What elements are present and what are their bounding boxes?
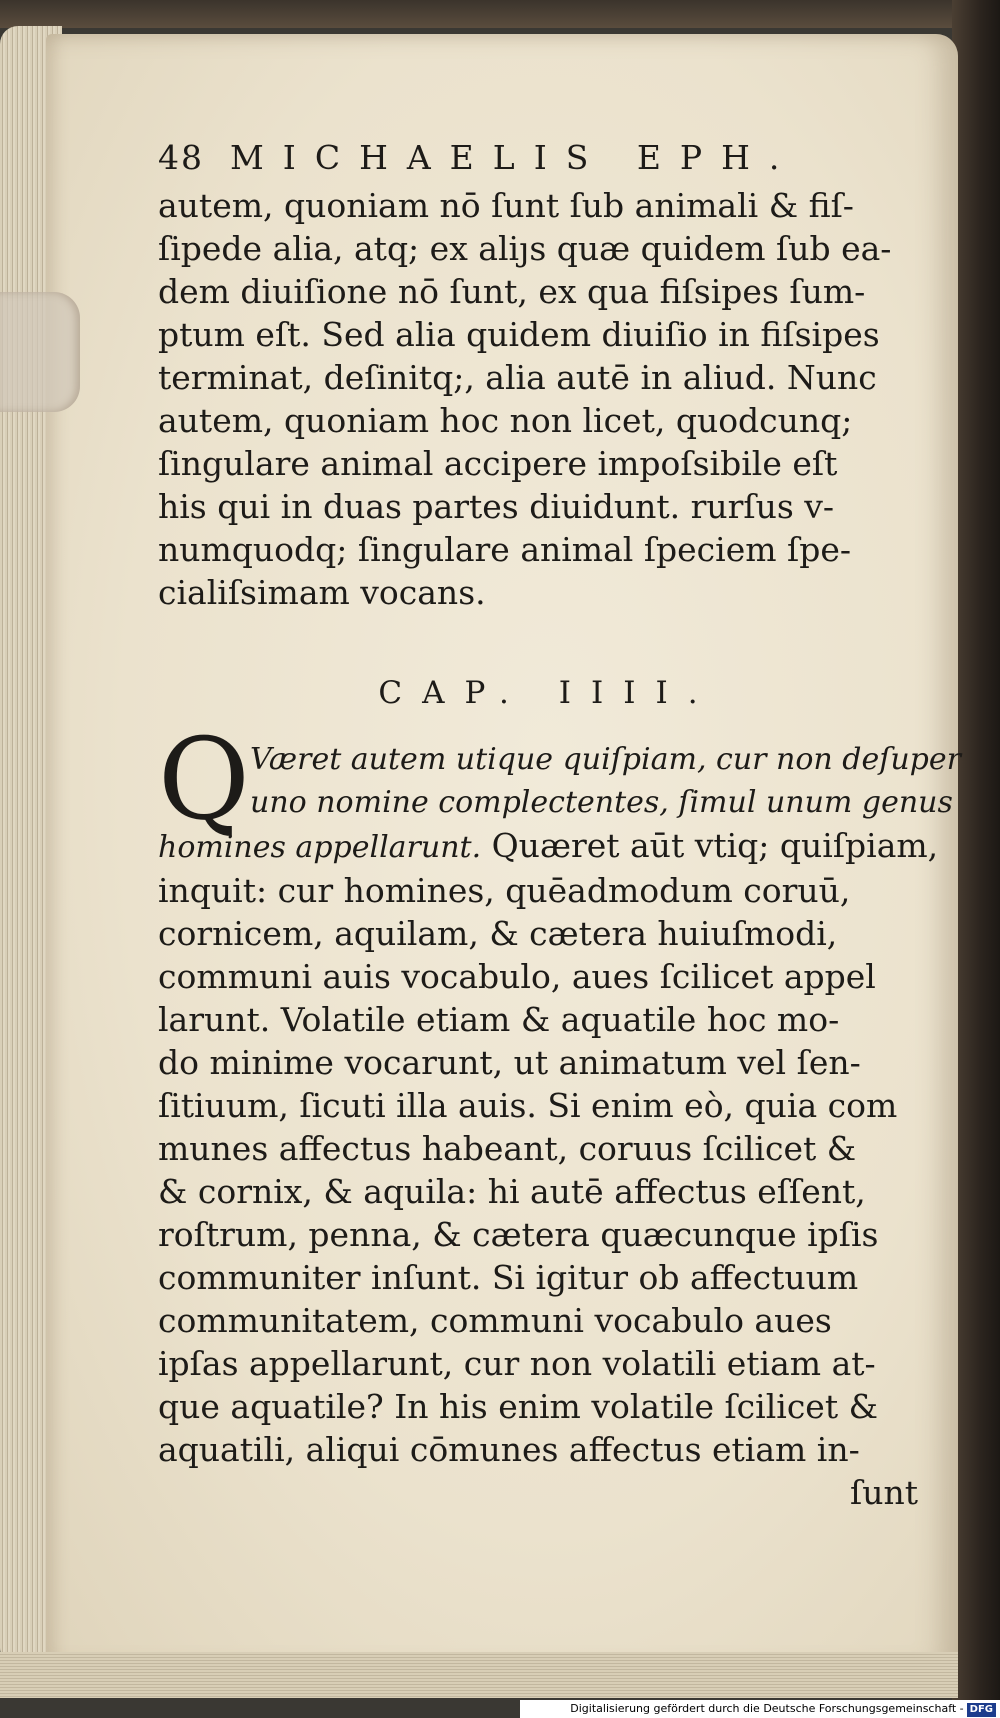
text-line: ſingulare animal accipere impoſsibile eſt [158, 444, 838, 483]
roman-phrase: Quæret aūt vtiq; quiſpiam, [481, 826, 939, 865]
page-text [158, 132, 961, 1514]
text-line: aquatili, aliqui cōmunes affectus etiam in- [158, 1430, 860, 1469]
text-line: communitatem, communi vocabulo aues [158, 1301, 832, 1340]
digitization-credit [520, 1700, 1000, 1718]
italic-phrase: homines appellarunt. [158, 830, 482, 865]
catchword: ſunt [850, 1473, 918, 1512]
text-line: numquodq; ſingulare animal ſpeciem ſpe- [158, 530, 852, 569]
drop-cap-initial: Q [158, 715, 250, 845]
text-line: terminat, deſinitq;, alia autē in aliud. Nunc [158, 358, 877, 397]
page-number: 48 [158, 138, 204, 177]
text-line: larunt. Volatile etiam & aquatile hoc mo- [158, 1000, 840, 1039]
running-header [158, 132, 928, 184]
mixed-text-line [158, 824, 939, 869]
text-line: inquit: cur homines, quēadmodum coruū, [158, 871, 851, 910]
page-marker-tab [0, 292, 80, 412]
text-line: cialiſsimam vocans. [158, 573, 486, 612]
text-line: munes affectus habeant, coruus ſcilicet & [158, 1129, 857, 1168]
text-line: autem, quoniam hoc non licet, quodcunq; [158, 401, 853, 440]
italic-text-line: uno nomine complectentes, ſimul unum genus [250, 785, 953, 820]
book-cover-top [0, 0, 1000, 28]
page-bottom-edges [0, 1652, 958, 1698]
text-line: dem diuiſione nō ſunt, ex qua fiſsipes ſum- [158, 272, 866, 311]
text-line: ipſas appellarunt, cur non volatili etiam at- [158, 1344, 876, 1383]
chapter-heading: CAP. IIII. [378, 675, 718, 711]
text-line: his qui in duas partes diuidunt. rurſus v- [158, 487, 835, 526]
text-line: roſtrum, penna, & cætera quæcunque ipſis [158, 1215, 879, 1254]
dfg-logo: DFG [967, 1703, 996, 1717]
italic-text-line: Været autem utique quiſpiam, cur non deſuper [250, 742, 961, 777]
text-line: ſipede alia, atq; ex aliȷs quæ quidem ſub ea- [158, 229, 892, 268]
text-line: que aquatile? In his enim volatile ſcilicet & [158, 1387, 878, 1426]
text-line: do minime vocarunt, ut animatum vel ſen- [158, 1043, 861, 1082]
text-line: communiter inſunt. Si igitur ob affectuum [158, 1258, 859, 1297]
text-line: autem, quoniam nō ſunt ſub animali & fiſ- [158, 186, 854, 225]
continued-paragraph [158, 184, 928, 614]
text-line: ſitiuum, ſicuti illa auis. Si enim eò, quia com [158, 1086, 898, 1125]
text-line: cornicem, aquilam, & cætera huiuſmodi, [158, 914, 838, 953]
credit-text: Digitalisierung gefördert durch die Deutsche Forschungsgemeinschaft - [570, 1702, 964, 1715]
running-head-title: MICHAELIS EPH. [230, 138, 799, 177]
text-line: communi auis vocabulo, aues ſcilicet appel [158, 957, 876, 996]
text-line: & cornix, & aquila: hi autē affectus eſſent, [158, 1172, 866, 1211]
chapter-paragraph [158, 715, 961, 1514]
text-line: ptum eſt. Sed alia quidem diuiſio in fiſsipes [158, 315, 880, 354]
book-cover-right [952, 0, 1000, 1700]
